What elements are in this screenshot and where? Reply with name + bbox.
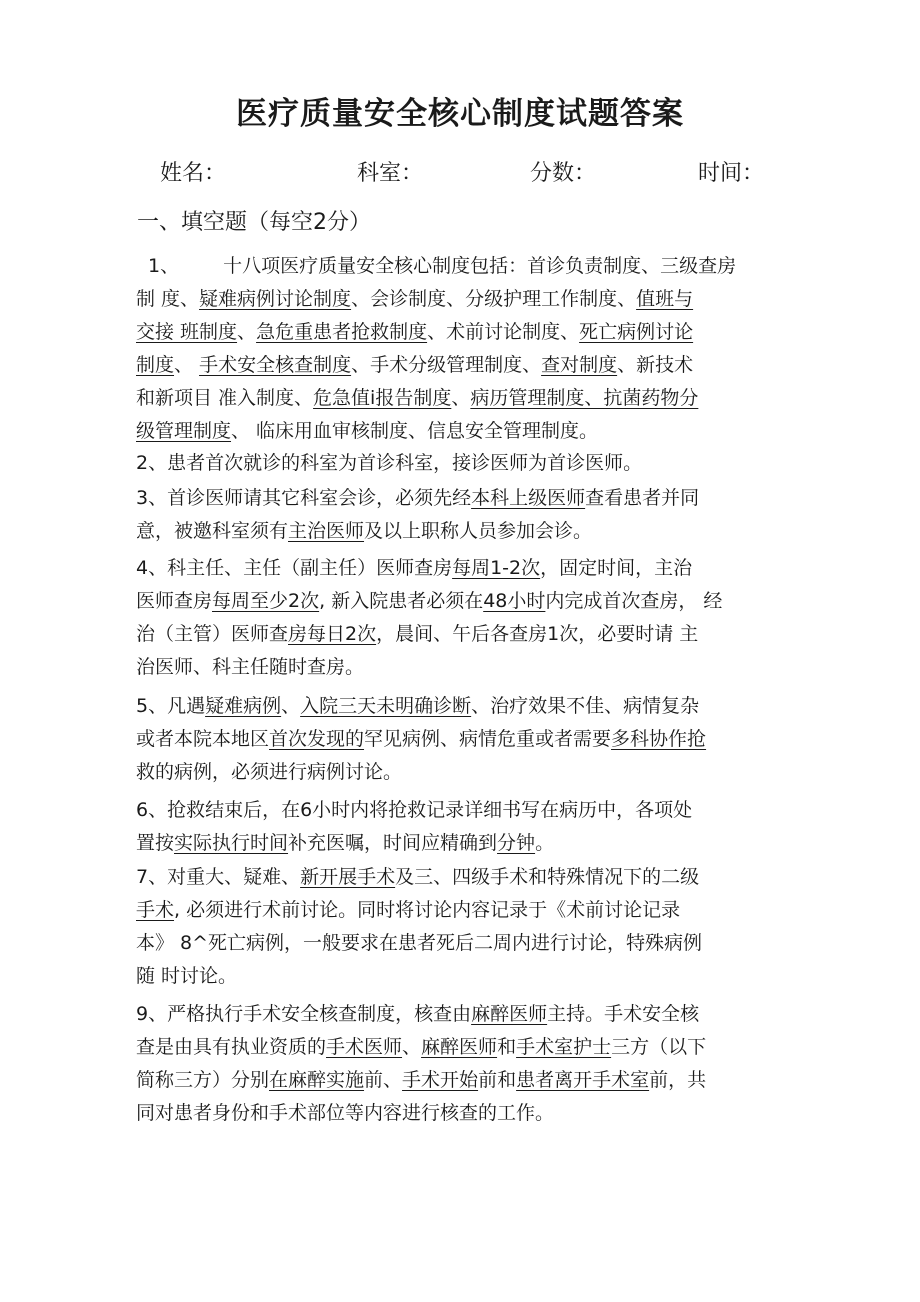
score-field-label: 分数： [530, 161, 597, 186]
answer-blank: 麻醉医师 [471, 1003, 548, 1025]
answer-blank: 首次发现的 [269, 728, 365, 750]
answer-blank: 疑难病例 [205, 695, 282, 717]
question-2: 2、患者首次就诊的科室为首诊科室，接诊医师为首诊医师。 [136, 452, 643, 474]
answer-blank: 在麻醉实施 [269, 1069, 365, 1091]
answer-blank: 房每日2次 [288, 623, 377, 645]
answer-blank: 麻醉医师 [421, 1036, 498, 1058]
answer-blank: 制度 [136, 354, 175, 376]
time-field-label: 时间： [698, 161, 765, 186]
answer-blank: 手术开始 [402, 1069, 479, 1091]
department-field-label: 科室： [357, 161, 424, 186]
answer-blank: 入院三天未明确诊断 [300, 695, 472, 717]
answer-blank: 本科上级医师 [471, 487, 586, 509]
question-4: 4、科主任、主任（副主任）医师查房每周1-2次，固定时间，主治 医师查房每周至少2次, 新入院患者必须在48小时内完成首次查房， 经 治（主管）医师查房每日2次，晨间、午后各查房1次，必要时请 主 治医师、科主任随时查房。 [136, 557, 723, 678]
answer-blank: 主治医师 [288, 520, 365, 542]
answer-blank: 疑难病例讨论制度 [199, 288, 352, 310]
answer-blank: 查对制度 [541, 354, 618, 376]
question-5: 5、凡遇疑难病例、入院三天未明确诊断、治疗效果不佳、病情复杂 或者本院本地区首次发现的罕见病例、病情危重或者需要多科协作抢 救的病例，必须进行病例讨论。 [136, 695, 707, 783]
answer-blank: 分钟 [497, 832, 536, 854]
answer-blank: 死亡病例讨论 [579, 321, 694, 343]
answer-blank: 多科协作抢 [611, 728, 707, 750]
answer-blank: 患者离开手术室 [516, 1069, 650, 1091]
answer-blank: 值班与 [636, 288, 694, 310]
question-3: 3、首诊医师请其它科室会诊，必须先经本科上级医师查看患者并同 意，被邀科室须有主治医师及以上职称人员参加会诊。 [136, 487, 700, 542]
section-title: 一、填空题（每空2分） [137, 210, 371, 235]
question-6: 6、抢救结束后，在6小时内将抢救记录详细书写在病历中，各项处 置按实际执行时间补充医嘱，时间应精确到分钟。 [136, 799, 693, 854]
answer-blank: 级管理制度 [136, 420, 232, 442]
answer-blank: 手术医师 [326, 1036, 403, 1058]
answer-blank: 每周1-2次 [452, 557, 541, 579]
answer-blank: 实际执行时间 [174, 832, 289, 854]
answer-blank: 交接 班制度 [136, 321, 238, 343]
question-7: 7、对重大、疑难、新开展手术及三、四级手术和特殊情况下的二级 手术, 必须进行术前讨论。同时将讨论内容记录于《术前讨论记录 本》 8^死亡病例，一般要求在患者死后二周内进行讨论，特殊病例 随 时讨论。 [136, 866, 703, 987]
answer-blank: 48小时 [483, 590, 546, 612]
answer-blank: 手术室护士 [516, 1036, 612, 1058]
question-9: 9、严格执行手术安全核查制度，核查由麻醉医师主持。手术安全核 查是由具有执业资质的手术医师、麻醉医师和手术室护士三方（以下 简称三方）分别在麻醉实施前、手术开始前和患者离开手术室前，共 同对患者身份和手术部位等内容进行核查的工作。 [136, 1003, 707, 1124]
question-1: 1、 十八项医疗质量安全核心制度包括：首诊负责制度、三级查房 制 度、疑难病例讨论制度、会诊制度、分级护理工作制度、值班与 交接 班制度、急危重患者抢救制度、术前讨论制度、死亡病例讨论 制度、 手术安全核查制度、手术分级管理制度、查对制度、新技术 和新项目 准入制度、危急值i报告制度、病历管理制度、抗菌药物分 级管理制度、 临床用血审核制度、信息安全管理制度。 [136, 255, 737, 442]
name-field-label: 姓名： [160, 161, 227, 186]
answer-blank: 急危重患者抢救制度 [256, 321, 428, 343]
answer-blank: 手术 [136, 899, 175, 921]
document-title: 医疗质量安全核心制度试题答案 [236, 96, 684, 132]
answer-blank: 每周至少2次 [212, 590, 320, 612]
answer-blank: 病历管理制度、抗菌药物分 [470, 387, 699, 409]
answer-blank: 手术安全核查制度 [199, 354, 352, 376]
answer-blank: 危急值i报告制度 [313, 387, 452, 409]
answer-blank: 新开展手术 [300, 866, 396, 888]
